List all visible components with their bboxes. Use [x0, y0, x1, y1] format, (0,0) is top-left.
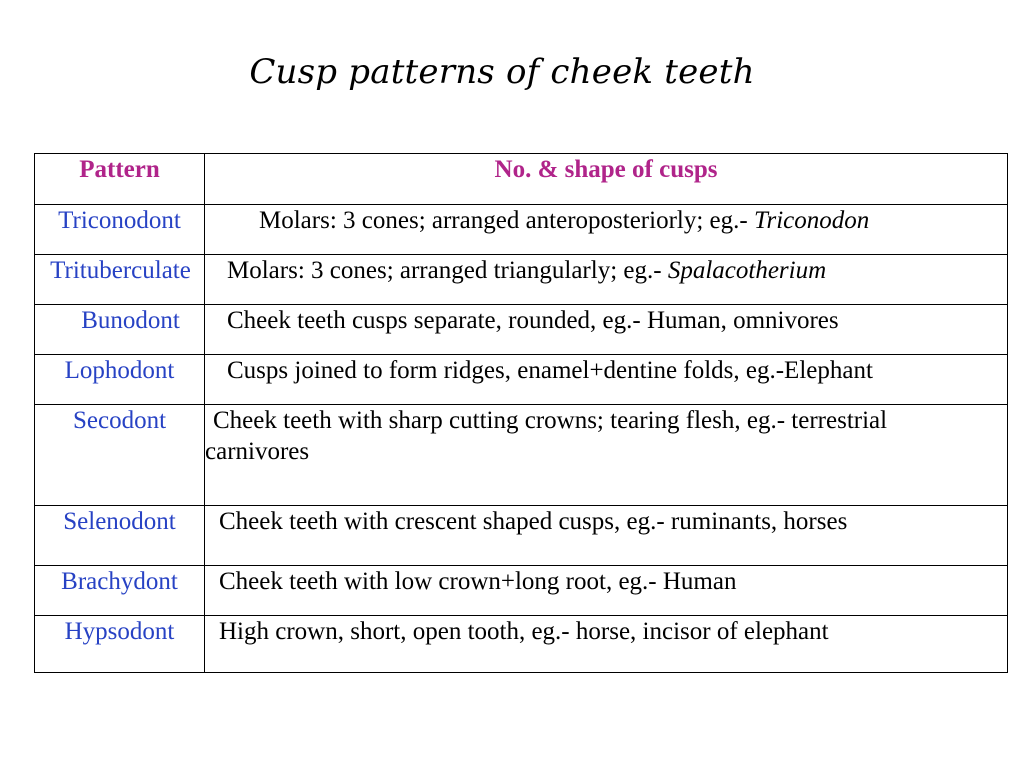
pattern-name: Brachydont: [35, 566, 205, 616]
pattern-name: Selenodont: [35, 506, 205, 566]
header-description: No. & shape of cusps: [205, 154, 1008, 205]
pattern-description: Cheek teeth with low crown+long root, eg.- Human: [205, 566, 1008, 616]
pattern-description: Cheek teeth with sharp cutting crowns; tearing flesh, eg.- terrestrial carnivores: [205, 405, 1008, 506]
pattern-name: Triconodont: [35, 205, 205, 255]
table-row: [35, 305, 1008, 355]
header-pattern: Pattern: [35, 154, 205, 205]
table-row: [35, 355, 1008, 405]
table-row: [35, 405, 1008, 506]
pattern-name: Trituberculate: [35, 255, 205, 305]
pattern-name: Secodont: [35, 405, 205, 506]
table-row: [35, 616, 1008, 673]
pattern-description: High crown, short, open tooth, eg.- horse, incisor of elephant: [205, 616, 1008, 673]
slide-title: Cusp patterns of cheek teeth: [249, 52, 755, 92]
table-row: [35, 255, 1008, 305]
table-header-row: [35, 154, 1008, 205]
pattern-name: Hypsodont: [35, 616, 205, 673]
pattern-description: Cheek teeth cusps separate, rounded, eg.- Human, omnivores: [205, 305, 1008, 355]
pattern-name: Bunodont: [35, 305, 205, 355]
description-text: Molars: 3 cones; arranged anteroposteriorly; eg.-: [259, 207, 754, 234]
table-row: [35, 205, 1008, 255]
pattern-description: [205, 255, 1008, 305]
cusp-patterns-table: [34, 153, 1008, 673]
table-row: [35, 566, 1008, 616]
pattern-description: [205, 205, 1008, 255]
example-genus: Spalacotherium: [667, 257, 827, 284]
example-genus: Triconodon: [753, 207, 870, 234]
description-text: Molars: 3 cones; arranged triangularly; eg.-: [227, 257, 668, 284]
pattern-description: Cusps joined to form ridges, enamel+dentine folds, eg.-Elephant: [205, 355, 1008, 405]
table-row: [35, 506, 1008, 566]
pattern-name: Lophodont: [35, 355, 205, 405]
pattern-description: Cheek teeth with crescent shaped cusps, eg.- ruminants, horses: [205, 506, 1008, 566]
